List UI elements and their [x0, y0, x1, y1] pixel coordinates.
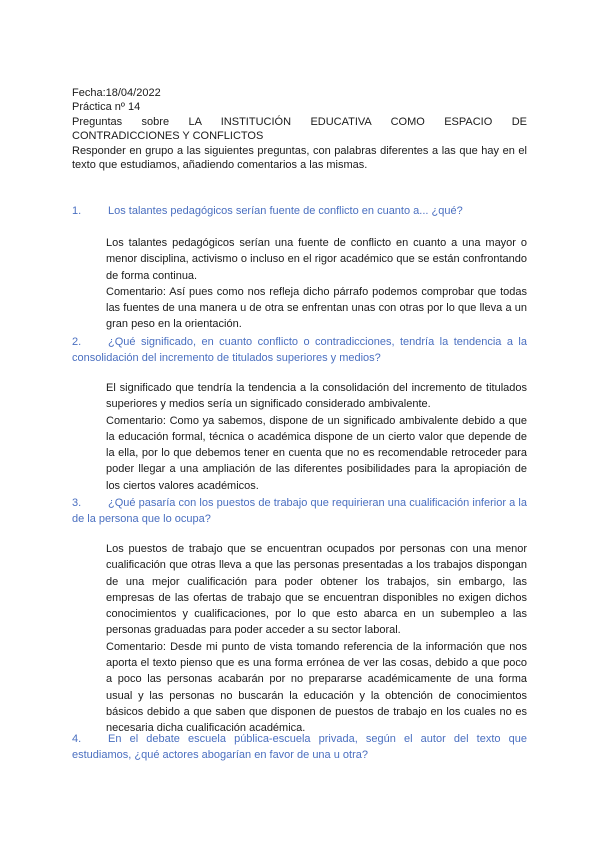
subject-line-2: CONTRADICCIONES Y CONFLICTOS — [72, 130, 264, 142]
question-text: ¿Qué significado, en cuanto conflicto o contradicciones, tendría la tendencia a la consolidación del incremento de titulados superiores y medios? — [72, 336, 527, 364]
answer-1 — [106, 235, 527, 333]
answer-text: Los puestos de trabajo que se encuentran ocupados por personas con una menor cualificación que otras lleva a que las personas presentadas a los trabajos dispongan de una mejor cualificación para poder obtener los trabajos, sin embargo, las empresas de las ofertas de trabajo que se encuentran disponibles no exigen dichos conocimientos y cualificaciones, por lo que esto abarca en un subempleo a las personas graduadas para poder acceder a su sector laboral. — [106, 543, 527, 637]
instructions: Responder en grupo a las siguientes preguntas, con palabras diferentes a las que hay en el texto que estudiamos, añadiendo comentarios a las mismas. — [72, 145, 527, 171]
question-number: 4. — [72, 733, 82, 745]
answer-text: El significado que tendría la tendencia a la consolidación del incremento de titulados superiores y medios sería un significado considerado ambivalente. — [106, 382, 527, 411]
question-number: 2. — [72, 336, 82, 348]
comment-text: Comentario: Como ya sabemos, dispone de un significado ambivalente debido a que la educación formal, técnica o académica dispone de un cierto valor que depende de la ella, por lo que debemos tener en cuenta que no es recomendable retroceder para poder llegar a una ampliación de las diferentes posibilidades para la apropiación de los ciertos valores académicos. — [106, 414, 527, 492]
question-text: ¿Qué pasaría con los puestos de trabajo que requirieran una cualificación inferior a la de la persona que lo ocupa? — [72, 497, 527, 525]
answer-3 — [106, 541, 527, 737]
question-number: 1. — [72, 205, 82, 217]
answer-2 — [106, 380, 527, 494]
question-2 — [72, 334, 527, 366]
answer-text: Los talantes pedagógicos serían una fuente de conflicto en cuanto a una mayor o menor disciplina, activismo o incluso en el rigor académico que se están confrontando de forma continua. — [106, 237, 527, 282]
comment-text: Comentario: Desde mi punto de vista tomando referencia de la información que nos aporta el texto pienso que es una forma errónea de ver las cosas, debido a que poco a poco las personas acabarán por no prepararse académicamente de una forma usual y las personas no buscarán la educación y la obtención de conocimientos básicos debido a que saben que disponen de puestos de trabajo en los cuales no es necesaria dicha cualificación académica. — [106, 640, 527, 735]
comment-text: Comentario: Así pues como nos refleja dicho párrafo podemos comprobar que todas las fuentes de una manera u de otra se enfrentan unas con otras por lo que lleva a un gran peso en la orientación. — [106, 285, 527, 331]
question-text: En el debate escuela pública-escuela privada, según el autor del texto que estudiamos, ¿qué actores abogarían en favor de una u otra? — [72, 733, 527, 761]
practice-number: Práctica nº 14 — [72, 101, 141, 113]
question-number: 3. — [72, 497, 82, 509]
question-text: Los talantes pedagógicos serían fuente de conflicto en cuanto a... ¿qué? — [108, 205, 463, 217]
question-4 — [72, 731, 527, 763]
question-1 — [72, 203, 527, 219]
subject-line-1: Preguntas sobre LA INSTITUCIÓN EDUCATIVA COMO ESPACIO DE — [72, 116, 527, 128]
date-line: Fecha:18/04/2022 — [72, 87, 161, 99]
question-3 — [72, 495, 527, 527]
